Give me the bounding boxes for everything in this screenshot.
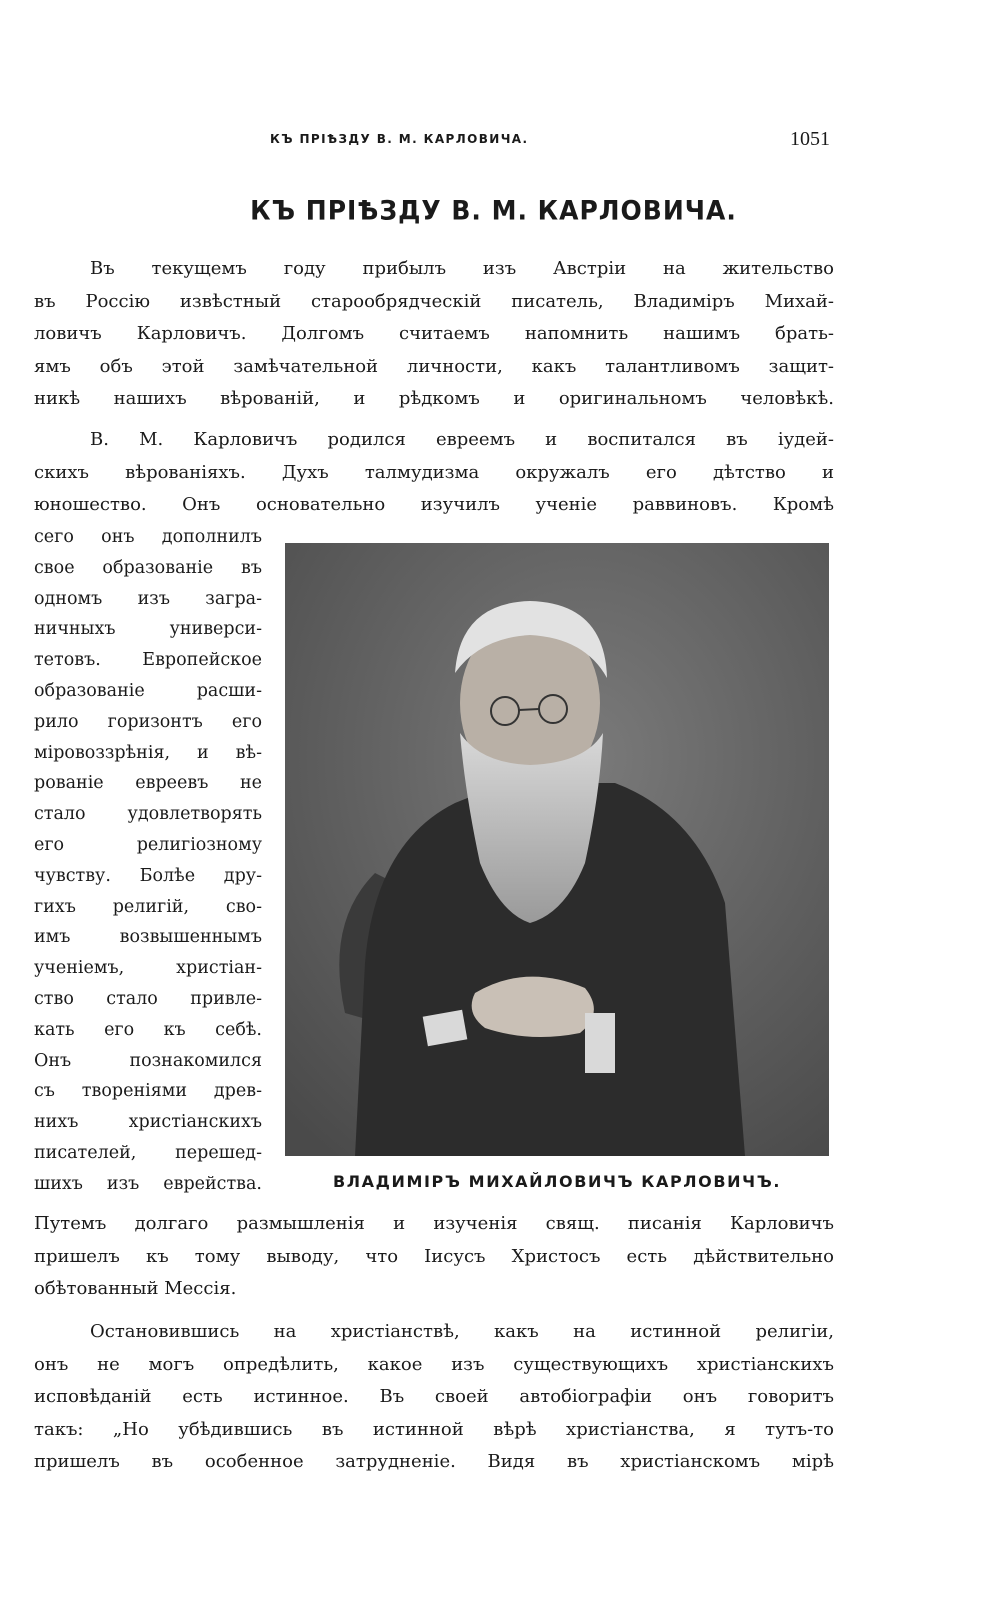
photo-caption: ВЛАДИМІРЪ МИХАЙЛОВИЧЪ КАРЛОВИЧЪ. (332, 1172, 782, 1191)
paragraph-line: тетовъ. Европейское (34, 650, 262, 671)
paragraph-line: ничныхъ универси- (34, 619, 262, 640)
paragraph-line: чувству. Болѣе дру- (34, 865, 262, 886)
page-number: 1051 (790, 128, 830, 150)
paragraph-line: свое образованіе въ (34, 557, 262, 578)
paragraph-line: міровоззрѣнія, и вѣ- (34, 742, 262, 763)
portrait-illustration (285, 543, 829, 1156)
paragraph-line: гихъ религій, сво- (34, 896, 262, 917)
paragraph-line: онъ не могъ опредѣлить, какое изъ существующихъ христіанскихъ (34, 1353, 834, 1375)
paragraph-line: Онъ познакомился (34, 1050, 262, 1071)
paragraph-2-end (34, 1208, 834, 1306)
article-title: КЪ ПРІѢЗДУ В. М. КАРЛОВИЧА. (250, 195, 737, 226)
paragraph-2-top (34, 424, 834, 522)
paragraph-line: ученіемъ, христіан- (34, 958, 262, 979)
paragraph-line: писателей, перешед- (34, 1142, 262, 1163)
paragraph-line: одномъ изъ загра- (34, 588, 262, 609)
paragraph-line: пришелъ въ особенное затрудненіе. Видя въ христіанскомъ мірѣ (34, 1451, 834, 1472)
paragraph-line: шихъ изъ еврейства. (34, 1173, 262, 1194)
paragraph-line: рованіе евреевъ не (34, 773, 262, 794)
paragraph-line: никѣ нашихъ вѣрованій, и рѣдкомъ и оригинальномъ человѣкѣ. (34, 388, 834, 409)
paragraph-line: В. М. Карловичъ родился евреемъ и воспитался въ іудей- (90, 429, 834, 450)
paragraph-line: сего онъ дополнилъ (34, 527, 262, 547)
running-title: КЪ ПРІѢЗДУ В. М. КАРЛОВИЧА. (270, 132, 529, 146)
paragraph-1 (34, 253, 834, 416)
paragraph-line: образованіе расши- (34, 680, 262, 701)
paragraph-line: въ Россію извѣстный старообрядческій писатель, Владиміръ Михай- (34, 290, 834, 312)
paragraph-line: ловичъ Карловичъ. Долгомъ считаемъ напомнить нашимъ брать- (34, 323, 834, 344)
paragraph-2-wrapped-column (34, 522, 262, 1200)
paragraph-line: нихъ христіанскихъ (34, 1112, 262, 1133)
paragraph-line: съ твореніями древ- (34, 1081, 262, 1102)
paragraph-line: ямъ объ этой замѣчательной личности, какъ талантливомъ защит- (34, 355, 834, 377)
paragraph-line: его религіозному (34, 834, 262, 855)
paragraph-line: кать его къ себѣ. (34, 1019, 262, 1040)
paragraph-line: обѣтованный Мессія. (34, 1278, 237, 1299)
paragraph-line: рило горизонтъ его (34, 711, 262, 732)
paragraph-line: имъ возвышеннымъ (34, 927, 262, 948)
paragraph-line: ство стало привле- (34, 988, 262, 1009)
paragraph-line: Путемъ долгаго размышленія и изученія свящ. писанія Карловичъ (34, 1213, 834, 1234)
paragraph-line: Остановившись на христіанствѣ, какъ на истинной религіи, (90, 1321, 834, 1342)
paragraph-line: исповѣданій есть истинное. Въ своей автобіографіи онъ говоритъ (34, 1386, 834, 1407)
paragraph-line: Въ текущемъ году прибылъ изъ Австріи на жительство (90, 258, 834, 279)
paragraph-line: такъ: „Но убѣдившись въ истинной вѣрѣ христіанства, я тутъ-то (34, 1418, 834, 1440)
paragraph-line: пришелъ къ тому выводу, что Іисусъ Христосъ есть дѣйствительно (34, 1245, 834, 1267)
paragraph-line: стало удовлетворять (34, 804, 262, 825)
portrait-photo (285, 543, 829, 1156)
paragraph-line: юношество. Онъ основательно изучилъ ученіе раввиновъ. Кромѣ (34, 494, 834, 515)
paragraph-3 (34, 1316, 834, 1479)
paragraph-line: скихъ вѣрованіяхъ. Духъ талмудизма окружалъ его дѣтство и (34, 461, 834, 483)
